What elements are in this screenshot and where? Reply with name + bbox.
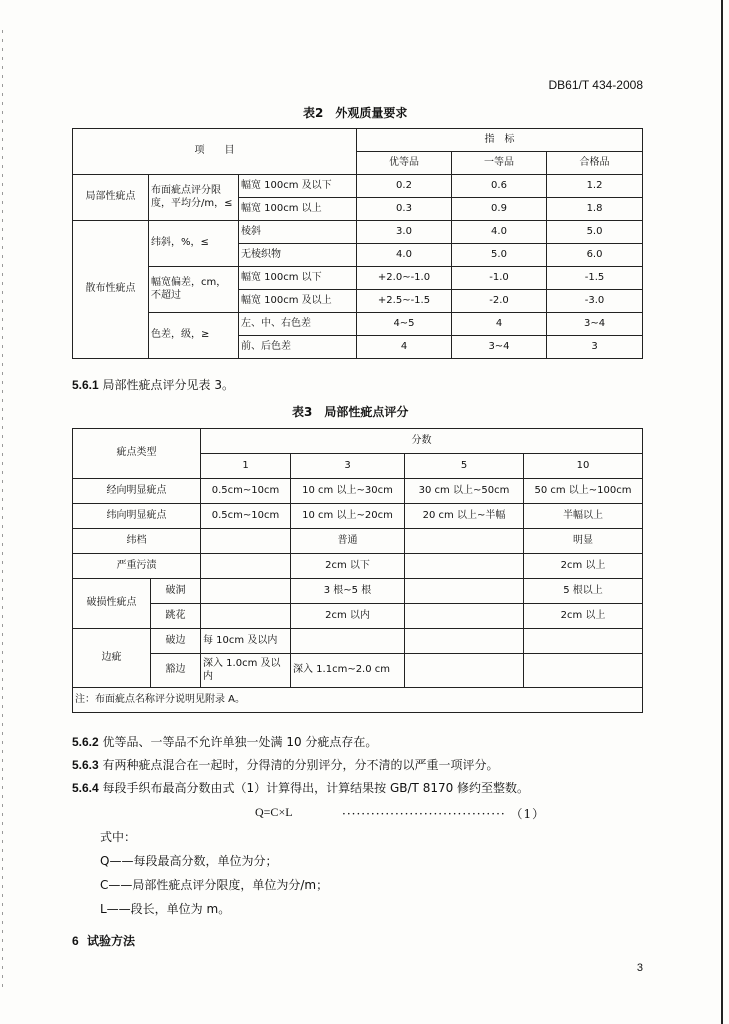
table2-header-row (73, 129, 643, 152)
item-cell: 幅宽 100cm 以上 (239, 198, 357, 221)
score-cell: 10 cm 以上~30cm (291, 479, 405, 504)
value-cell: 3 (547, 336, 643, 359)
score-cell: 2cm 以下 (291, 554, 405, 579)
page-number: 3 (636, 962, 643, 974)
score-cell: 30 cm 以上~50cm (405, 479, 524, 504)
score-cell: 0.5cm~10cm (201, 479, 291, 504)
value-cell: 3~4 (547, 313, 643, 336)
value-cell: 1.2 (547, 175, 643, 198)
score-5: 5 (405, 454, 524, 479)
table3-header-row (73, 429, 643, 454)
defect-type-cell: 破洞 (151, 579, 201, 604)
clause-text: 有两种疵点混合在一起时，分得清的分别评分，分不清的以严重一项评分。 (102, 758, 499, 772)
score-cell: 50 cm 以上~100cm (524, 479, 643, 504)
category-cell: 边疵 (73, 629, 151, 688)
score-cell: 2cm 以内 (291, 604, 405, 629)
defect-type-cell: 纬档 (73, 529, 201, 554)
table-row (73, 529, 643, 554)
category-cell: 散布性疵点 (73, 221, 149, 359)
value-cell: -3.0 (547, 290, 643, 313)
subcategory-cell: 色差，级，≥ (149, 313, 239, 359)
score-cell: 3 根~5 根 (291, 579, 405, 604)
clause-5-6-2 (72, 733, 377, 750)
formula: Q=C×L (255, 805, 293, 819)
defect-type-cell: 经向明显疵点 (73, 479, 201, 504)
item-cell: 幅宽 100cm 及以下 (239, 175, 357, 198)
table-note: 注：布面疵点名称评分说明见附录 A。 (73, 688, 643, 713)
table3 (72, 428, 643, 713)
subcategory-cell: 布面疵点评分限度，平均分/m，≤ (149, 175, 239, 221)
table-row (73, 479, 643, 504)
clause-number: 5.6.1 (72, 378, 99, 392)
score-10: 10 (524, 454, 643, 479)
value-cell: 5.0 (452, 244, 547, 267)
value-cell: 4 (357, 336, 452, 359)
score-cell (405, 579, 524, 604)
score-3: 3 (291, 454, 405, 479)
score-1: 1 (201, 454, 291, 479)
table3-caption: 表3 局部性疵点评分 (292, 405, 409, 419)
table2 (72, 128, 643, 359)
score-cell (201, 529, 291, 554)
value-cell: 0.3 (357, 198, 452, 221)
value-cell: 5.0 (547, 221, 643, 244)
score-cell: 2cm 以上 (524, 604, 643, 629)
section-title: 试验方法 (87, 934, 136, 948)
grade-superior: 优等品 (357, 152, 452, 175)
value-cell: +2.5~-1.5 (357, 290, 452, 313)
where-label: 式中： (100, 830, 137, 844)
table-row (73, 554, 643, 579)
scan-right-edge (721, 0, 723, 1024)
defect-type-cell: 豁边 (151, 654, 201, 688)
where-c: C——局部性疵点评分限度，单位为分/m； (100, 878, 329, 892)
clause-5-6-1 (72, 376, 234, 393)
value-cell: 0.6 (452, 175, 547, 198)
value-cell: 4.0 (357, 244, 452, 267)
clause-number: 5.6.2 (72, 735, 99, 749)
clause-number: 5.6.3 (72, 758, 99, 772)
score-cell: 普通 (291, 529, 405, 554)
table-row (73, 267, 643, 290)
table-row (73, 221, 643, 244)
item-cell: 无棱织物 (239, 244, 357, 267)
clause-text: 每段手织布最高分数由式（1）计算得出，计算结果按 GB/T 8170 修约至整数。 (102, 781, 530, 795)
formula-leader (342, 805, 545, 822)
category-cell: 破损性疵点 (73, 579, 151, 629)
item-cell: 幅宽 100cm 及以上 (239, 290, 357, 313)
clause-5-6-3 (72, 756, 499, 773)
table2-item-header: 项 目 (73, 129, 357, 175)
value-cell: 6.0 (547, 244, 643, 267)
score-cell: 0.5cm~10cm (201, 504, 291, 529)
where-q: Q——每段最高分数，单位为分； (100, 854, 278, 868)
value-cell: 4 (452, 313, 547, 336)
table-row (73, 654, 643, 688)
value-cell: +2.0~-1.0 (357, 267, 452, 290)
score-cell: 20 cm 以上~半幅 (405, 504, 524, 529)
grade-first: 一等品 (452, 152, 547, 175)
score-cell: 5 根以上 (524, 579, 643, 604)
defect-type-header: 疵点类型 (73, 429, 201, 479)
item-cell: 左、中、右色差 (239, 313, 357, 336)
equation-number: （1） (510, 807, 546, 821)
item-cell: 幅宽 100cm 以下 (239, 267, 357, 290)
score-cell: 深入 1.0cm 及以内 (201, 654, 291, 688)
score-cell (201, 554, 291, 579)
score-cell (405, 554, 524, 579)
scan-left-edge (2, 30, 3, 990)
value-cell: 1.8 (547, 198, 643, 221)
score-cell: 2cm 以上 (524, 554, 643, 579)
where-l: L——段长，单位为 m。 (100, 902, 231, 916)
table2-caption: 表2 外观质量要求 (303, 106, 408, 120)
table2-index-header: 指 标 (357, 129, 643, 152)
value-cell: -2.0 (452, 290, 547, 313)
clause-number: 5.6.4 (72, 781, 99, 795)
grade-qualified: 合格品 (547, 152, 643, 175)
defect-type-cell: 破边 (151, 629, 201, 654)
score-cell (405, 604, 524, 629)
score-cell (201, 604, 291, 629)
table-note-row (73, 688, 643, 713)
score-cell (405, 529, 524, 554)
subcategory-cell: 纬斜，%，≤ (149, 221, 239, 267)
table-row (73, 579, 643, 604)
score-cell (524, 654, 643, 688)
subcategory-cell: 幅宽偏差，cm，不超过 (149, 267, 239, 313)
score-cell: 10 cm 以上~20cm (291, 504, 405, 529)
clause-text: 优等品、一等品不允许单独一处满 10 分疵点存在。 (102, 735, 378, 749)
value-cell: 4.0 (452, 221, 547, 244)
defect-type-cell: 严重污渍 (73, 554, 201, 579)
score-cell: 明显 (524, 529, 643, 554)
table-row (73, 313, 643, 336)
score-cell (405, 654, 524, 688)
item-cell: 前、后色差 (239, 336, 357, 359)
clause-text: 局部性疵点评分见表 3。 (102, 378, 234, 392)
value-cell: 3.0 (357, 221, 452, 244)
standard-code: DB61/T 434-2008 (548, 78, 643, 92)
value-cell: 3~4 (452, 336, 547, 359)
score-cell (524, 629, 643, 654)
score-cell: 每 10cm 及以内 (201, 629, 291, 654)
section-number: 6 (72, 934, 79, 948)
table-row (73, 629, 643, 654)
table-row (73, 604, 643, 629)
value-cell: 4~5 (357, 313, 452, 336)
score-cell (405, 629, 524, 654)
defect-type-cell: 跳花 (151, 604, 201, 629)
category-cell: 局部性疵点 (73, 175, 149, 221)
score-cell (291, 629, 405, 654)
score-header: 分数 (201, 429, 643, 454)
table-row (73, 175, 643, 198)
clause-5-6-4 (72, 779, 529, 796)
score-cell (201, 579, 291, 604)
defect-type-cell: 纬向明显疵点 (73, 504, 201, 529)
leader-dots: ·································· (342, 807, 506, 821)
value-cell: 0.2 (357, 175, 452, 198)
value-cell: -1.5 (547, 267, 643, 290)
value-cell: -1.0 (452, 267, 547, 290)
item-cell: 棱斜 (239, 221, 357, 244)
value-cell: 0.9 (452, 198, 547, 221)
score-cell: 半幅以上 (524, 504, 643, 529)
table-row (73, 504, 643, 529)
score-cell: 深入 1.1cm~2.0 cm (291, 654, 405, 688)
section-6-heading (72, 932, 135, 949)
